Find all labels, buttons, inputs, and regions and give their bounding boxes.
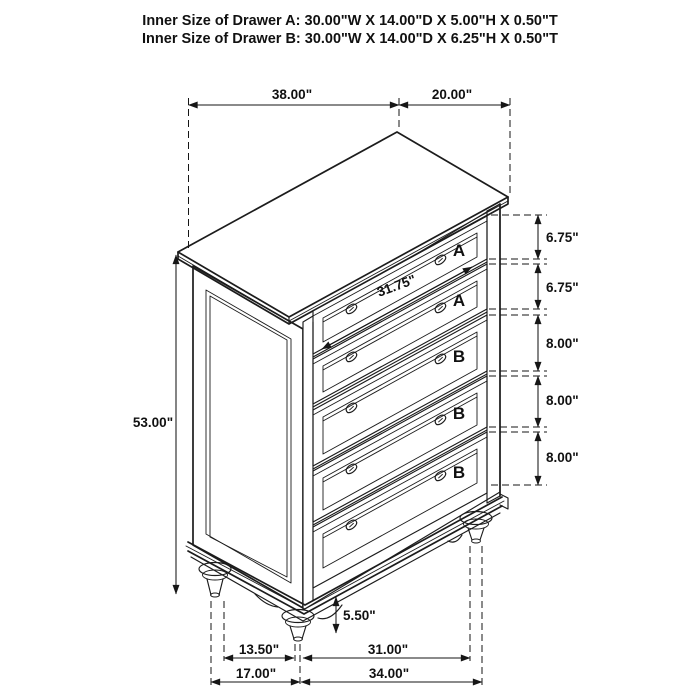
drawer-opening-dim-label-4: 8.00" [546, 393, 579, 408]
dim-drawer-openings [489, 215, 579, 485]
drawer-letter-b2: B [452, 404, 466, 423]
drawer-letter-b1: B [452, 347, 466, 366]
dim-overall-height [133, 255, 176, 594]
drawer-opening-dim-label-3: 8.00" [546, 336, 579, 351]
drawer-front-width-dim-label: 31.75" [375, 271, 418, 300]
overall-height-dim-label: 53.00" [132, 415, 174, 430]
chest-side-panel [193, 266, 303, 608]
drawer-opening-dim-label-5: 8.00" [546, 450, 579, 465]
top-width-dim-label: 38.00" [271, 87, 313, 102]
base-right-outer-dim-label: 34.00" [368, 666, 410, 681]
dim-leg-height [336, 597, 376, 633]
inner-size-drawer-b-label: Inner Size of Drawer B: 30.00"W X 14.00"D X 6.25"H X 0.50"T [142, 31, 558, 47]
drawer-opening-dim-label-1: 6.75" [546, 230, 579, 245]
inner-size-drawer-a-label: Inner Size of Drawer A: 30.00"W X 14.00"D X 5.00"H X 0.50"T [142, 13, 558, 29]
base-front-inner-dim-label: 13.50" [238, 642, 280, 657]
base-scallop [448, 535, 462, 542]
base-scallop [318, 605, 342, 619]
chest-drawing [178, 132, 508, 641]
base-front-outer-dim-label: 17.00" [235, 666, 277, 681]
drawer-letter-a2: A [452, 291, 466, 310]
top-depth-dim-label: 20.00" [431, 87, 473, 102]
base-right-inner-dim-label: 31.00" [367, 642, 409, 657]
front-leg [282, 610, 314, 642]
drawer-letter-b3: B [452, 463, 466, 482]
drawer-opening-dim-label-2: 6.75" [546, 280, 579, 295]
leg-height-dim-label: 5.50" [343, 608, 376, 623]
drawer-letter-a1: A [452, 241, 466, 260]
